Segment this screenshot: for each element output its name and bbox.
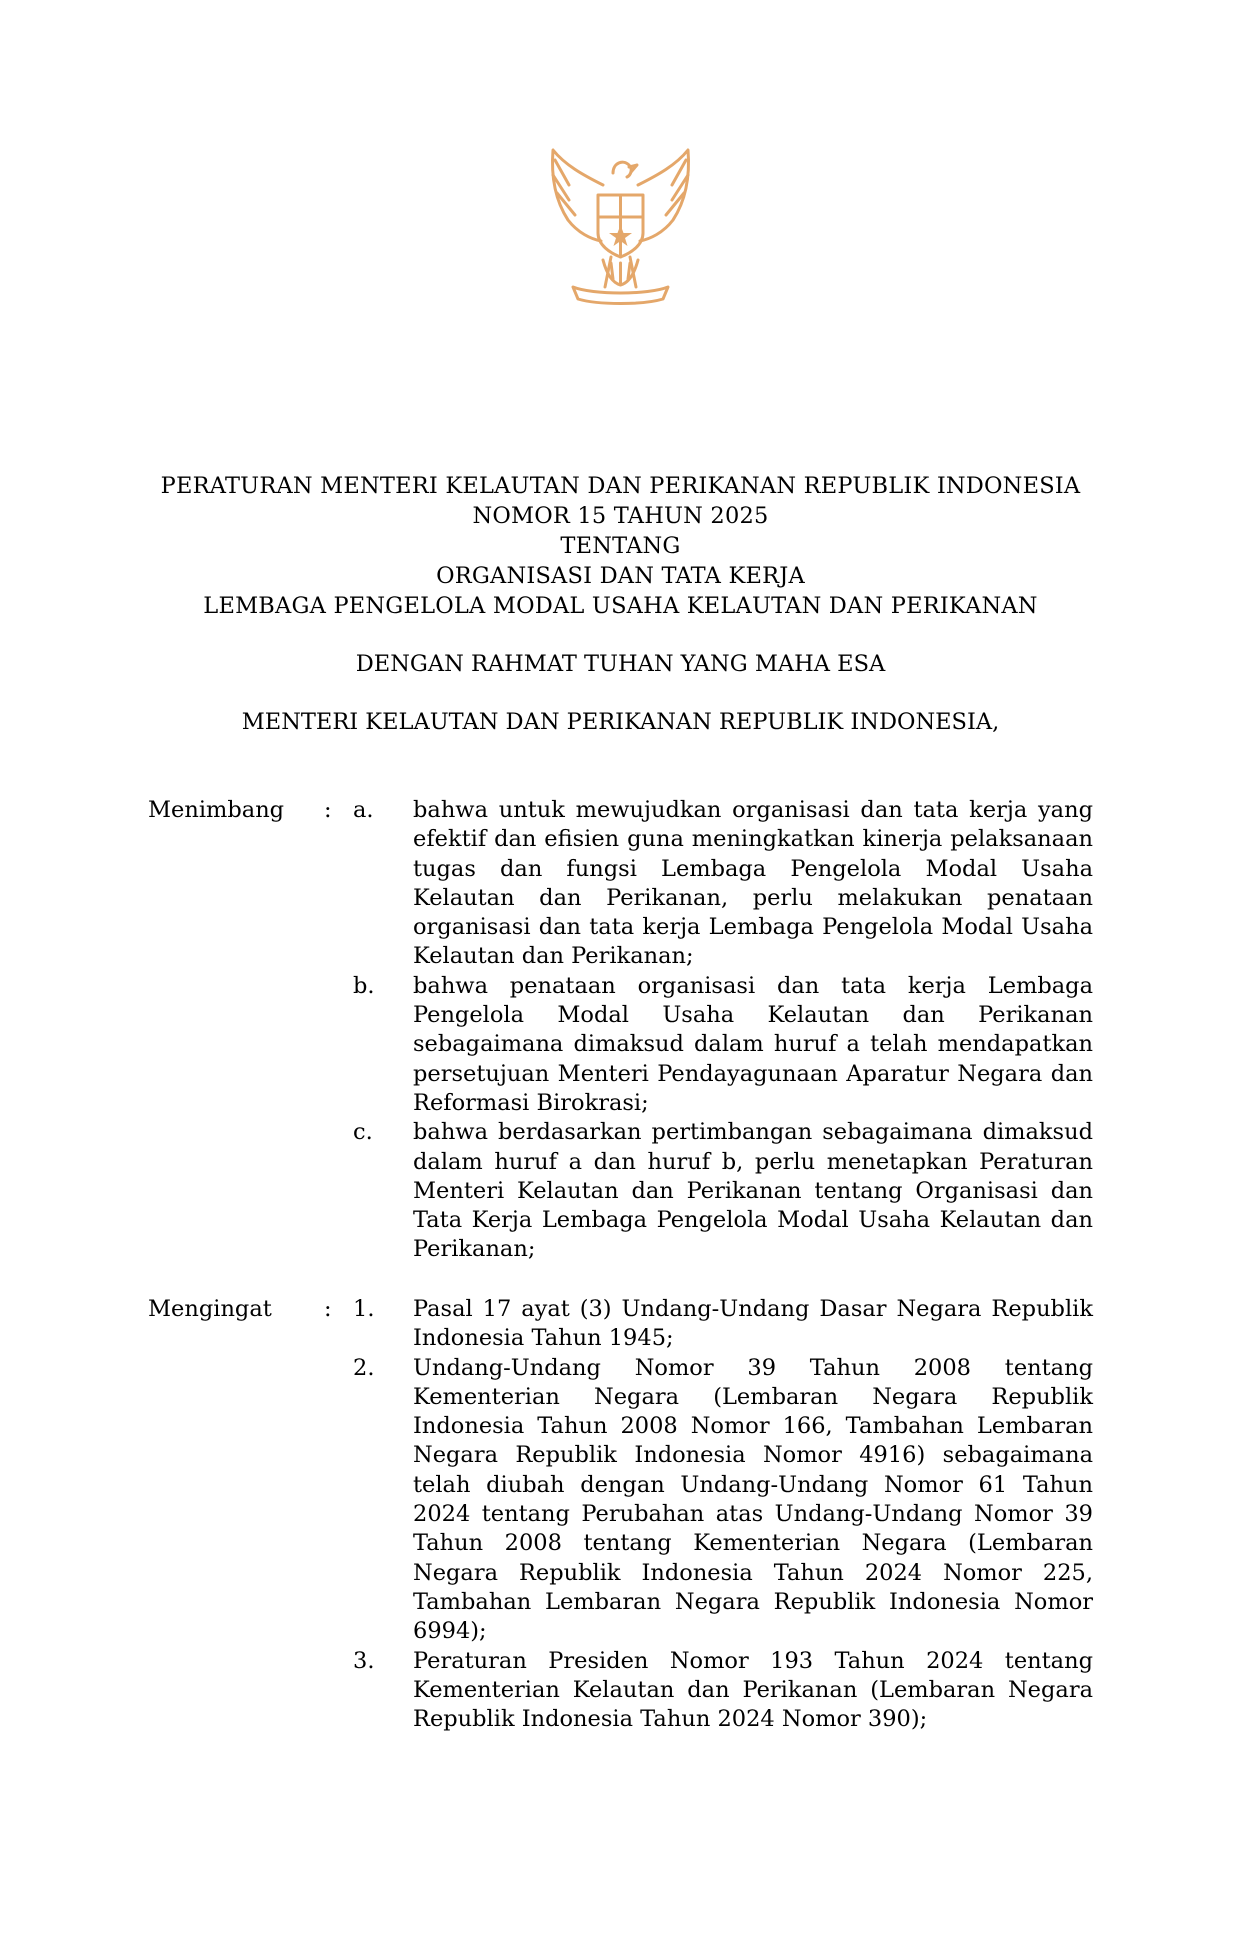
invocation: DENGAN RAHMAT TUHAN YANG MAHA ESA bbox=[355, 651, 886, 677]
item-marker: c. bbox=[353, 1119, 373, 1146]
item-text: Peraturan Presiden Nomor 193 Tahun 2024 tentang Kementerian Kelautan dan Perikanan (Lembaran Negara Republik Indonesia Tahun 2024 Nomor 390); bbox=[413, 1647, 1093, 1733]
list-item bbox=[148, 1647, 1093, 1735]
list-item bbox=[148, 972, 1093, 1118]
title-line-number: NOMOR 15 TAHUN 2025 bbox=[472, 503, 769, 529]
menimbang-section bbox=[148, 796, 1093, 1265]
item-marker: 3. bbox=[353, 1647, 375, 1674]
item-text: Pasal 17 ayat (3) Undang-Undang Dasar Negara Republik Indonesia Tahun 1945; bbox=[413, 1296, 1093, 1352]
title-line-institution: LEMBAGA PENGELOLA MODAL USAHA KELAUTAN DAN PERIKANAN bbox=[203, 593, 1038, 619]
mengingat-section bbox=[148, 1295, 1093, 1734]
item-marker: b. bbox=[353, 972, 375, 999]
garuda-pancasila-emblem-icon bbox=[543, 145, 698, 305]
list-item bbox=[148, 1354, 1093, 1647]
section-colon: : bbox=[324, 797, 332, 823]
list-item bbox=[148, 1295, 1093, 1354]
regulation-title bbox=[148, 471, 1093, 621]
title-line-regulation: PERATURAN MENTERI KELAUTAN DAN PERIKANAN REPUBLIK INDONESIA bbox=[160, 473, 1081, 499]
issuer: MENTERI KELAUTAN DAN PERIKANAN REPUBLIK INDONESIA, bbox=[241, 709, 1000, 735]
title-line-tentang: TENTANG bbox=[560, 533, 681, 559]
item-marker: 2. bbox=[353, 1354, 375, 1381]
list-item bbox=[148, 796, 1093, 972]
title-line-subject: ORGANISASI DAN TATA KERJA bbox=[436, 563, 805, 589]
item-text: Undang-Undang Nomor 39 Tahun 2008 tentang Kementerian Negara (Lembaran Negara Republik Indonesia Tahun 2008 Nomor 166, Tambahan Lembaran Negara Republik Indonesia Nomor 4916) sebagaimana telah diubah dengan Undang-Undang Nomor 61 Tahun 2024 tentang Perubahan atas Undang-Undang Nomor 39 Tahun 2008 tentang Kementerian Negara (Lembaran Negara Republik Indonesia Tahun 2024 Nomor 225, Tambahan Lembaran Negara Republik Indonesia Nomor 6994); bbox=[413, 1354, 1093, 1645]
item-text: bahwa berdasarkan pertimbangan sebagaimana dimaksud dalam huruf a dan huruf b, perlu menetapkan Peraturan Menteri Kelautan dan Perikanan tentang Organisasi dan Tata Kerja Lembaga Pengelola Modal Usaha Kelautan dan Perikanan; bbox=[413, 1119, 1093, 1263]
item-marker: a. bbox=[353, 797, 374, 823]
item-text: bahwa penataan organisasi dan tata kerja Lembaga Pengelola Modal Usaha Kelautan dan Perikanan sebagaimana dimaksud dalam huruf a telah mendapatkan persetujuan Menteri Pendayagunaan Aparatur Negara dan Reformasi Birokrasi; bbox=[413, 972, 1093, 1116]
list-item bbox=[148, 1118, 1093, 1264]
item-marker: 1. bbox=[353, 1296, 375, 1322]
section-colon: : bbox=[324, 1296, 332, 1322]
section-label: Menimbang bbox=[148, 797, 285, 823]
item-text: bahwa untuk mewujudkan organisasi dan tata kerja yang efektif dan efisien guna meningkatkan kinerja pelaksanaan tugas dan fungsi Lembaga Pengelola Modal Usaha Kelautan dan Perikanan, perlu melakukan penataan organisasi dan tata kerja Lembaga Pengelola Modal Usaha Kelautan dan Perikanan; bbox=[413, 797, 1093, 970]
section-label: Mengingat bbox=[148, 1296, 272, 1322]
